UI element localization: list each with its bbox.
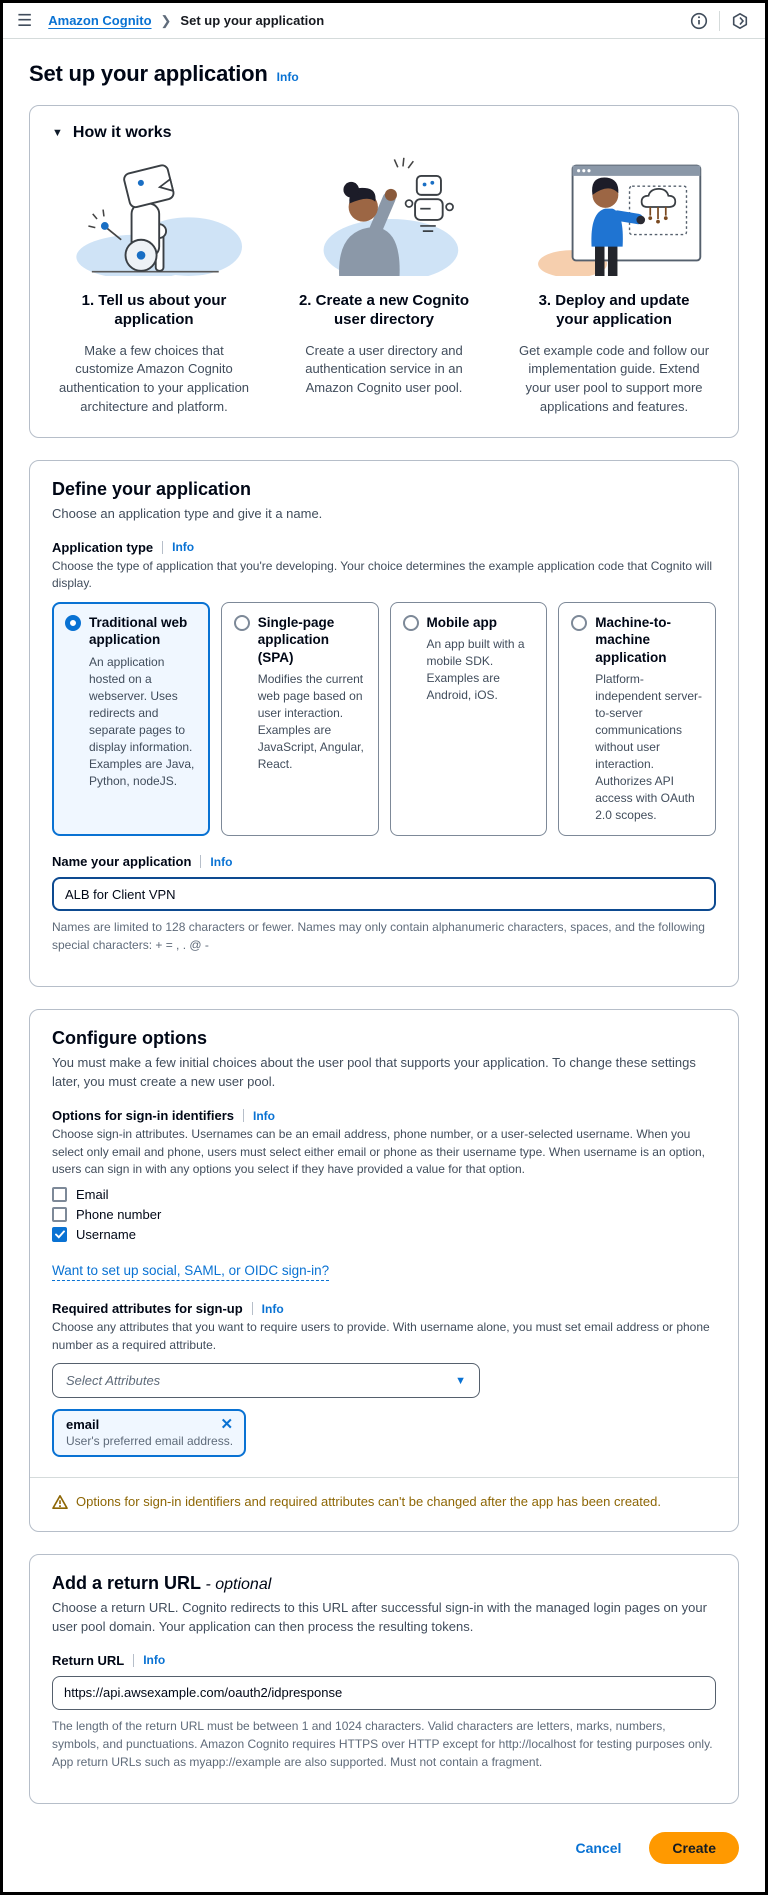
token-description: User's preferred email address. [66,1434,234,1449]
checkbox-phone-number[interactable] [52,1207,716,1222]
info-circle-icon[interactable] [690,12,708,30]
chevron-down-icon: ▼ [455,1374,466,1387]
return-url-info-link[interactable]: Info [143,1653,166,1668]
topbar-divider [719,11,720,31]
robot-dog-illustration [52,148,256,276]
warning-message [52,1478,716,1511]
page-content [3,39,765,1830]
step-2-description: Create a user directory and authentication service in an Amazon Cognito user pool. [305,342,463,396]
how-it-works-steps [52,148,716,417]
checkbox-unchecked-icon[interactable] [52,1187,67,1202]
configure-options-title: Configure options [52,1028,207,1049]
required-attributes-label-row [52,1301,716,1316]
how-it-works-title: How it works [72,124,172,141]
person-waving-robot-illustration [282,148,486,276]
application-name-helper: Names are limited to 128 characters or fewer. Names may only contain alphanumeric characters, spaces, and the following special characters: + = , . @ - [52,920,705,953]
define-application-card [29,460,739,988]
radio-button-selected[interactable] [65,615,81,631]
configure-options-card [29,1009,739,1532]
radio-card-title: Single-page application (SPA) [257,614,335,665]
top-navigation-bar [3,3,765,39]
how-it-works-toggle[interactable] [52,124,716,142]
email-attribute-token [52,1409,246,1457]
page-title-info-link[interactable]: Info [276,70,299,84]
checkbox-email[interactable] [52,1187,716,1202]
step-2 [282,148,486,417]
create-button[interactable]: Create [649,1832,739,1864]
required-attributes-description: Choose any attributes that you want to require users to provide. With username alone, you must set email address or phone number as a required attribute. [52,1320,710,1352]
configure-options-subtitle: You must make a few initial choices about the user pool that supports your application. To change these settings later, you must create a new user pool. [52,1055,696,1090]
breadcrumb-amazon-cognito[interactable]: Amazon Cognito [48,13,152,28]
required-attributes-label: Required attributes for sign-up [52,1301,243,1317]
radio-card-mobile-app[interactable] [390,602,548,837]
return-url-helper: The length of the return URL must be between 1 and 1024 characters. Valid characters are letters, marks, numbers, symbols, and punctuations. Amazon Cognito requires HTTPS over HTTP except for http://localhost for testing purposes only. App return URLs such as myapp://example are also supported. Must not contain a fragment. [52,1718,713,1769]
label-divider [162,541,163,554]
application-type-info-link[interactable]: Info [172,540,195,555]
checkbox-username[interactable] [52,1227,716,1242]
step-1-title: 1. Tell us about your application [81,292,227,328]
radio-card-description: Modifies the current web page based on user interaction. Examples are JavaScript, Angular, React. [257,672,364,772]
select-placeholder: Select Attributes [66,1373,161,1389]
warning-triangle-icon [52,1494,68,1510]
radio-card-description: Platform-independent server-to-server communications without user interaction. Authorizes API access with OAuth 2.0 scopes. [595,672,702,823]
return-url-subtitle: Choose a return URL. Cognito redirects to this URL after successful sign-in with the managed login pages on your user pool domain. Your application can then process the resulting tokens. [52,1600,707,1635]
topbar-actions [690,11,749,31]
radio-card-spa[interactable] [221,602,379,837]
checkbox-unchecked-icon[interactable] [52,1207,67,1222]
how-it-works-card [29,105,739,438]
label-divider [243,1109,244,1122]
checkbox-label: Email [76,1187,109,1203]
radio-card-title: Machine-to-machine application [595,614,671,665]
sign-in-identifiers-label-row [52,1108,716,1123]
cancel-button[interactable]: Cancel [575,1839,622,1856]
attributes-select-dropdown[interactable] [52,1363,480,1398]
name-application-label-row [52,854,716,869]
breadcrumb-chevron-icon: ❯ [160,12,172,28]
return-url-card [29,1554,739,1804]
warning-text: Options for sign-in identifiers and required attributes can't be changed after the app has been created. [76,1494,661,1510]
return-url-label: Return URL [52,1652,125,1668]
label-divider [252,1302,253,1315]
breadcrumb [48,13,324,29]
sign-in-identifiers-info-link[interactable]: Info [253,1108,275,1123]
return-url-input[interactable] [52,1676,716,1710]
breadcrumb-current-page: Set up your application [180,13,325,28]
sign-in-identifiers-description: Choose sign-in attributes. Usernames can be an email address, phone number, or a user-selected username. When you select only email and phone, users must select either email or phone as their username type. When username is an option, users can sign in with any options you select if they have provided a value for that option. [52,1127,706,1176]
application-name-input[interactable] [52,877,716,911]
step-3-title: 3. Deploy and update your application [538,292,690,328]
radio-button[interactable] [234,615,250,631]
required-attributes-info-link[interactable]: Info [261,1301,284,1316]
radio-card-description: An application hosted on a webserver. Uses redirects and separate pages to display information. Examples are Java, Python, nodeJS. [89,654,195,788]
close-icon[interactable]: ✕ [220,1416,234,1434]
radio-card-title: Traditional web application [89,614,188,648]
radio-button[interactable] [403,615,419,631]
social-saml-oidc-link[interactable]: Want to set up social, SAML, or OIDC sign-in? [52,1263,329,1281]
return-url-title-optional: - optional [201,1576,272,1594]
collapse-caret-icon: ▼ [52,127,63,139]
return-url-title-text: Add a return URL [52,1573,202,1594]
name-application-label: Name your application [52,854,192,870]
return-url-label-row [52,1653,716,1668]
page-title: Set up your application [29,61,268,86]
define-application-title: Define your application [52,478,252,499]
sign-in-identifiers-label: Options for sign-in identifiers [52,1108,234,1124]
step-3-description: Get example code and follow our implementation guide. Extend your user pool to support more applications and features. [518,342,710,415]
application-type-label: Application type [52,539,154,555]
checkbox-label: Username [76,1227,136,1243]
application-type-label-row [52,540,716,555]
name-application-info-link[interactable]: Info [210,854,233,869]
hamburger-menu-icon[interactable]: ☰ [17,11,33,30]
person-deploy-illustration [512,148,716,276]
label-divider [133,1654,134,1667]
radio-card-machine-to-machine[interactable] [558,602,716,837]
checkbox-checked-icon[interactable] [52,1227,67,1242]
radio-button[interactable] [571,615,587,631]
form-actions [3,1830,765,1892]
step-2-title: 2. Create a new Cognito user directory [298,292,470,328]
define-application-subtitle: Choose an application type and give it a name. [52,505,323,521]
step-3 [512,148,716,417]
page-header [29,61,739,87]
application-type-description: Choose the type of application that you're developing. Your choice determines the example application code that Cognito will display. [52,558,713,591]
sign-in-checkbox-group [52,1187,716,1242]
step-1-description: Make a few choices that customize Amazon Cognito authentication to your application architecture and platform. [58,342,250,415]
radio-card-traditional-web[interactable] [52,602,210,837]
radio-card-description: An app built with a mobile SDK. Examples are Android, iOS. [426,637,525,703]
cloudshell-hexagon-icon[interactable] [731,12,749,30]
step-1 [52,148,256,417]
checkbox-label: Phone number [76,1207,162,1223]
application-type-options [52,602,716,837]
radio-card-title: Mobile app [426,614,497,630]
return-url-title [52,1573,716,1594]
token-label: email [66,1417,100,1433]
label-divider [200,855,201,868]
